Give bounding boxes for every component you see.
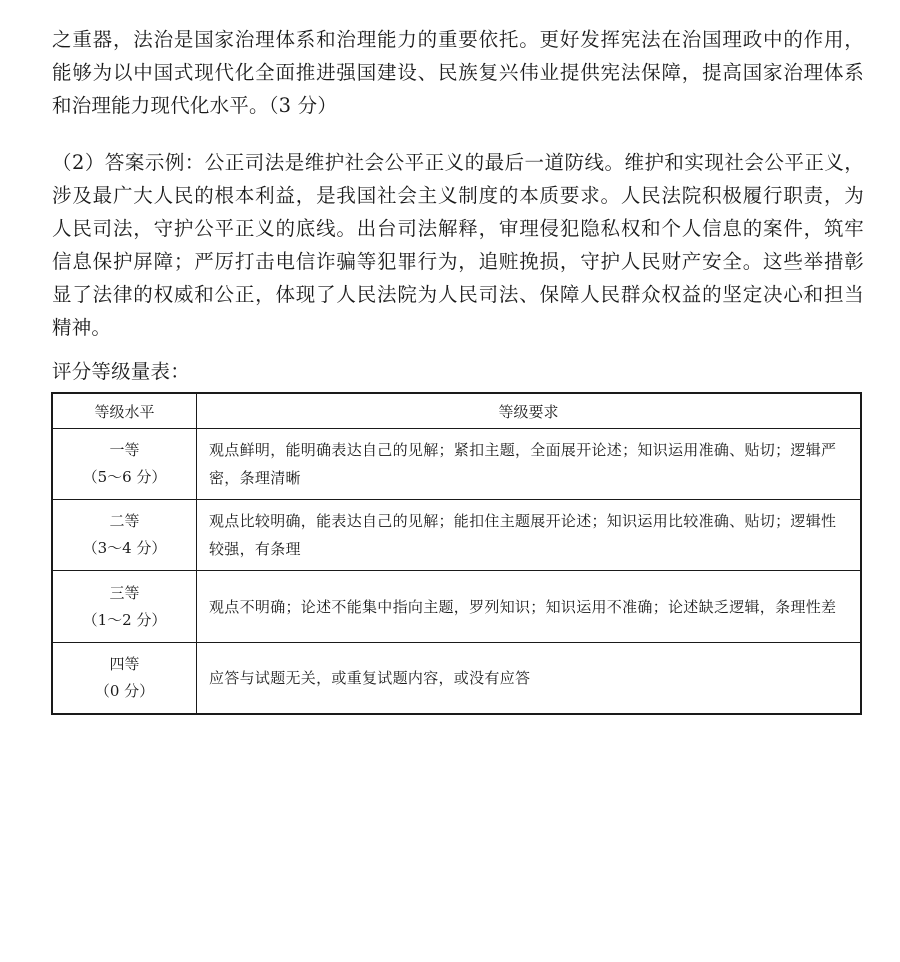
table-row: [52, 571, 861, 643]
text-line: 涉及最广大人民的根本利益，是我国社会主义制度的本质要求。人民法院积极履行职责，为: [52, 184, 864, 207]
level-score: （3～4 分）: [82, 539, 167, 557]
rubric-title: [52, 355, 864, 388]
level-name: 二等: [109, 512, 140, 530]
table-row: [52, 429, 861, 500]
table-row: [52, 643, 861, 715]
requirement-cell: 观点不明确；论述不能集中指向主题，罗列知识；知识运用不准确；论述缺乏逻辑，条理性差: [197, 571, 862, 643]
level-score: （0 分）: [94, 682, 155, 700]
text-line: 和治理能力现代化水平。（3 分）: [52, 94, 338, 117]
text-line: 之重器，法治是国家治理体系和治理能力的重要依托。更好发挥宪法在治国理政中的作用，: [52, 28, 864, 51]
level-score: （5～6 分）: [82, 468, 167, 486]
level-cell: [52, 500, 197, 571]
answer-paragraph-1: [52, 23, 864, 122]
text-line: 精神。: [52, 316, 112, 339]
level-cell: [52, 571, 197, 643]
level-cell: [52, 429, 197, 500]
header-requirement: 等级要求: [197, 393, 862, 429]
text-line: （2）答案示例：公正司法是维护社会公平正义的最后一道防线。维护和实现社会公平正义，: [52, 151, 864, 174]
requirement-cell: 应答与试题无关，或重复试题内容，或没有应答: [197, 643, 862, 715]
level-name: 一等: [109, 441, 140, 459]
text-line: 能够为以中国式现代化全面推进强国建设、民族复兴伟业提供宪法保障，提高国家治理体系: [52, 61, 864, 84]
level-cell: [52, 643, 197, 715]
text-line: 显了法律的权威和公正，体现了人民法院为人民司法、保障人民群众权益的坚定决心和担当: [52, 283, 864, 306]
rubric-title-text: 评分等级量表：: [52, 360, 190, 383]
text-line: 人民司法，守护公平正义的底线。出台司法解释，审理侵犯隐私权和个人信息的案件，筑牢: [52, 217, 864, 240]
header-level: 等级水平: [52, 393, 197, 429]
text-line: 信息保护屏障；严厉打击电信诈骗等犯罪行为，追赃挽损，守护人民财产安全。这些举措彰: [52, 250, 864, 273]
table-row: [52, 500, 861, 571]
answer-paragraph-2: [52, 146, 864, 344]
requirement-cell: 观点比较明确，能表达自己的见解；能扣住主题展开论述；知识运用比较准确、贴切；逻辑性较强，有条理: [197, 500, 862, 571]
requirement-cell: 观点鲜明，能明确表达自己的见解；紧扣主题，全面展开论述；知识运用准确、贴切；逻辑严密，条理清晰: [197, 429, 862, 500]
rubric-table: [51, 392, 862, 715]
level-name: 三等: [109, 583, 140, 602]
level-name: 四等: [109, 655, 140, 673]
table-header-row: [52, 393, 861, 429]
level-score: （1～2 分）: [82, 610, 167, 629]
